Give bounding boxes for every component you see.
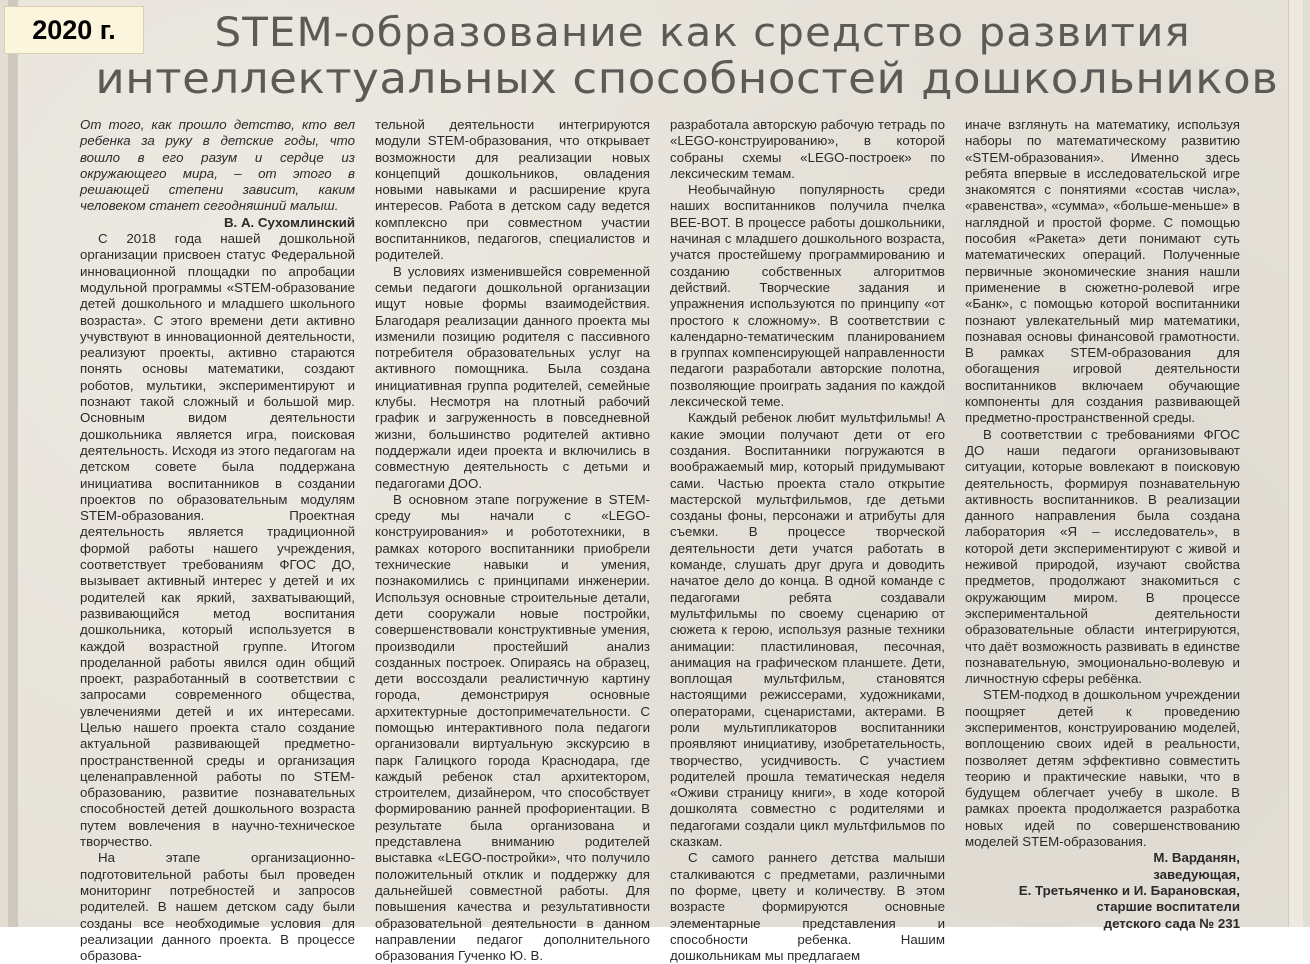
article-headline	[70, 10, 1304, 102]
epigraph-text: От того, как прошло детство, кто вел ребенка за руку в детские годы, что вошло в его разум и сердце из окружающего мира, – от этого в решающей степени зависит, каким человеком станет сегодняшний малыш.	[80, 117, 355, 214]
paragraph: С самого раннего детства малыши сталкиваются с предметами, различными по форме, цвету и количеству. В этом возрасте формируются основные элементарные представления и способности ребенка. Нашим дошкольникам мы предлагаем	[670, 850, 945, 964]
paragraph: Каждый ребенок любит мультфильмы! А какие эмоции получают дети от его создания. Воспитанники погружаются в воображаемый мир, который придумывают сами. Частью проекта стало открытие мастерской мультфильмов, где детьми созданы фоны, персонажи и атрибуты для съемки. В процессе творческой деятельности дети учатся работать в команде, слушать друг друга и доводить начатое дело до конца. В одной команде с педагогами ребята создавали мультфильмы по своему сценарию от сюжета к герою, используя разные техники анимации: пластилиновая, песочная, анимация на графическом планшете. Дети, воплощая мультфильм, становятся настоящими режиссерами, художниками, операторами, сценаристами, актерами. В роли мультипликаторов воспитанники проявляют инициативу, изобретательность, творчество, усидчивость. С участием родителей прошла тематическая неделя «Оживи страницу книги», в ходе которой дошколята совместно с родителями и педагогами создали цикл мультфильмов по сказкам.	[670, 410, 945, 850]
signature-line: детского сада № 231	[1103, 915, 1240, 931]
paragraph: иначе взглянуть на математику, используя наборы по математическому развитию «STEM-образования». Именно здесь ребята впервые в исследовательской игре знакомятся с понятиями «состав числа», «равенства», «сумма», «больше-меньше» в наглядной и простой форме. С помощью пособия «Ракета» дети понимают суть математических операций. Полученные первичные экономические знания нашли применение в сюжетно-ролевой игре «Банк», с помощью которой воспитанники познают увлекательный мир математики, познавая основы финансовой грамотности. В рамках STEM-образования для обогащения игровой деятельности воспитанников включаем обучающие компоненты для создания развивающей предметно-пространственной среды.	[965, 117, 1240, 426]
paragraph: С 2018 года нашей дошкольной организации присвоен статус Федеральной инновационной площадки по апробации модульной программы «STEM-образование детей дошкольного и младшего школьного возраста». С этого времени дети активно учувствуют в инновационной деятельности, реализуют проекты, активно стараются понять основы математики, создают роботов, мультики, экспериментируют и познают такой сложный и большой мир. Основным видом деятельности дошкольника является игра, поисковая деятельность. Исходя из этого педагогам на детском совете была поддержана инициатива воспитанников в создании проектов по образовательным модулям STEM-образования. Проектная деятельность является традиционной формой работы нашего учреждения, соответствует требованиям ФГОС ДО, вызывает активный интерес у детей и их родителей как яркий, захватывающий, развивающийся метод воспитания дошкольника, который используется в каждой возрастной группе. Итогом проделанной работы явился один общий проект, разработанный в соответствии с запросами современного общества, увлечениями детей и их интересами. Целью нашего проекта стало создание актуальной развивающей предметно-пространственной среды и организация целенаправленной работы по STEM-образованию, развитие познавательных способностей детей дошкольного возраста путем вовлечения в научно-техническое творчество.	[80, 231, 355, 850]
column-2	[375, 117, 650, 964]
paragraph: На этапе организационно-подготовительной работы был проведен мониторинг потребностей и запросов родителей. В нашем детском саду были созданы все необходимые условия для реализации данного проекта. В процессе образова-	[80, 850, 355, 964]
year-label: 2020 г.	[4, 6, 144, 54]
signature-line: старшие воспитатели	[1096, 899, 1240, 915]
column-3	[670, 117, 945, 964]
scan-edge-left	[8, 0, 18, 927]
signature-line: М. Варданян,	[1153, 850, 1240, 866]
scan-edge-right	[1288, 0, 1303, 927]
author-signature	[965, 850, 1240, 931]
headline-line-2: интеллектуальных способностей дошкольников	[95, 54, 1279, 104]
paragraph: разработала авторскую рабочую тетрадь по «LEGO-конструированию», в которой собраны схемы «LEGO-построек» по лексическим темам.	[670, 117, 945, 181]
paragraph: тельной деятельности интегрируются модули STEM-образования, что открывает возможности для реализации новых концепций дошкольников, овладения новыми навыками и расширение круга интересов. Работа в детском саду ведется комплексно при совместном участии воспитанников, педагогов, специалистов и родителей.	[375, 117, 650, 263]
paragraph: STEM-подход в дошкольном учреждении поощряет детей к проведению экспериментов, конструированию моделей, воплощению своих идей в реальности, позволяет детям эффективно совместить теорию и практические навыки, что в будущем облегчает учебу в школе. В рамках проекта продолжается разработка новых идей по совершенствованию моделей STEM-образования.	[965, 687, 1240, 850]
paragraph: Необычайную популярность среди наших воспитанников получила пчелка BEE-BOT. В процессе работы дошкольники, начиная с младшего дошкольного возраста, учатся простейшему программированию и созданию собственных алгоритмов действий. Творческие задания и упражнения используются по принципу «от простого к сложному». В соответствии с календарно-тематическим планированием в группах компенсирующей направленности педагоги разработали авторские полотна, позволяющие проиграть задания по каждой лексической теме.	[670, 182, 945, 410]
headline-line-1: STEM-образование как средство развития	[214, 10, 1191, 56]
column-1	[80, 117, 355, 964]
paragraph: В соответствии с требованиями ФГОС ДО наши педагоги организовывают ситуации, которые вовлекают в поисковую деятельность, формируя познавательную активность воспитанников. В реализации данного направления была создана лаборатория «Я – исследователь», в которой дети экспериментируют с живой и неживой природой, изучают свойства предметов, продолжают знакомиться с окружающим миром. В процессе экспериментальной деятельности образовательные области интегрируются, что даёт возможность развивать в единстве познавательную, эмоционально-волевую и личностную сферы ребёнка.	[965, 426, 1240, 687]
paragraph: В условиях изменившейся современной семьи педагоги дошкольной организации ищут новые формы взаимодействия. Благодаря реализации данного проекта мы изменили позицию родителя с пассивного потребителя образовательных услуг на активного помощника. Была создана инициативная группа родителей, семейные клубы. Несмотря на плотный рабочий график и загруженность в повседневной жизни, большинство родителей активно поддержали идеи проекта и включились в совместную деятельность с детьми и педагогами ДОО.	[375, 263, 650, 491]
signature-line: Е. Третьяченко и И. Барановская,	[1018, 882, 1240, 898]
epigraph-author: В. А. Сухомлинский	[223, 214, 355, 230]
column-4	[965, 117, 1240, 964]
article-columns	[80, 117, 1240, 964]
signature-line: заведующая,	[1153, 866, 1240, 882]
paragraph: В основном этапе погружение в STEM-среду мы начали с «LEGO-конструирования» и робототехники, в рамках которого воспитанники приобрели технические навыки и умения, познакомились с принципами инженерии. Используя основные строительные детали, дети сооружали новые постройки, совершенствовали конструктивные умения, производили простейший анализ созданных построек. Опираясь на образец, дети воссоздали реалистичную картину города, демонстрируя основные архитектурные достопримечательности. С помощью интерактивного пола педагоги организовали виртуальную экскурсию в парк Галицкого города Краснодара, где каждый ребенок стал архитектором, строителем, дизайнером, что способствует формированию ранней профориентации. В результате была организована и представлена вниманию родителей выставка «LEGO-постройки», что получило положительный отклик и поддержку для дальнейшей совместной работы. Для повышения качества и результативности образовательной деятельности в данном направлении педагог дополнительного образования Гученко Ю. В.	[375, 491, 650, 964]
